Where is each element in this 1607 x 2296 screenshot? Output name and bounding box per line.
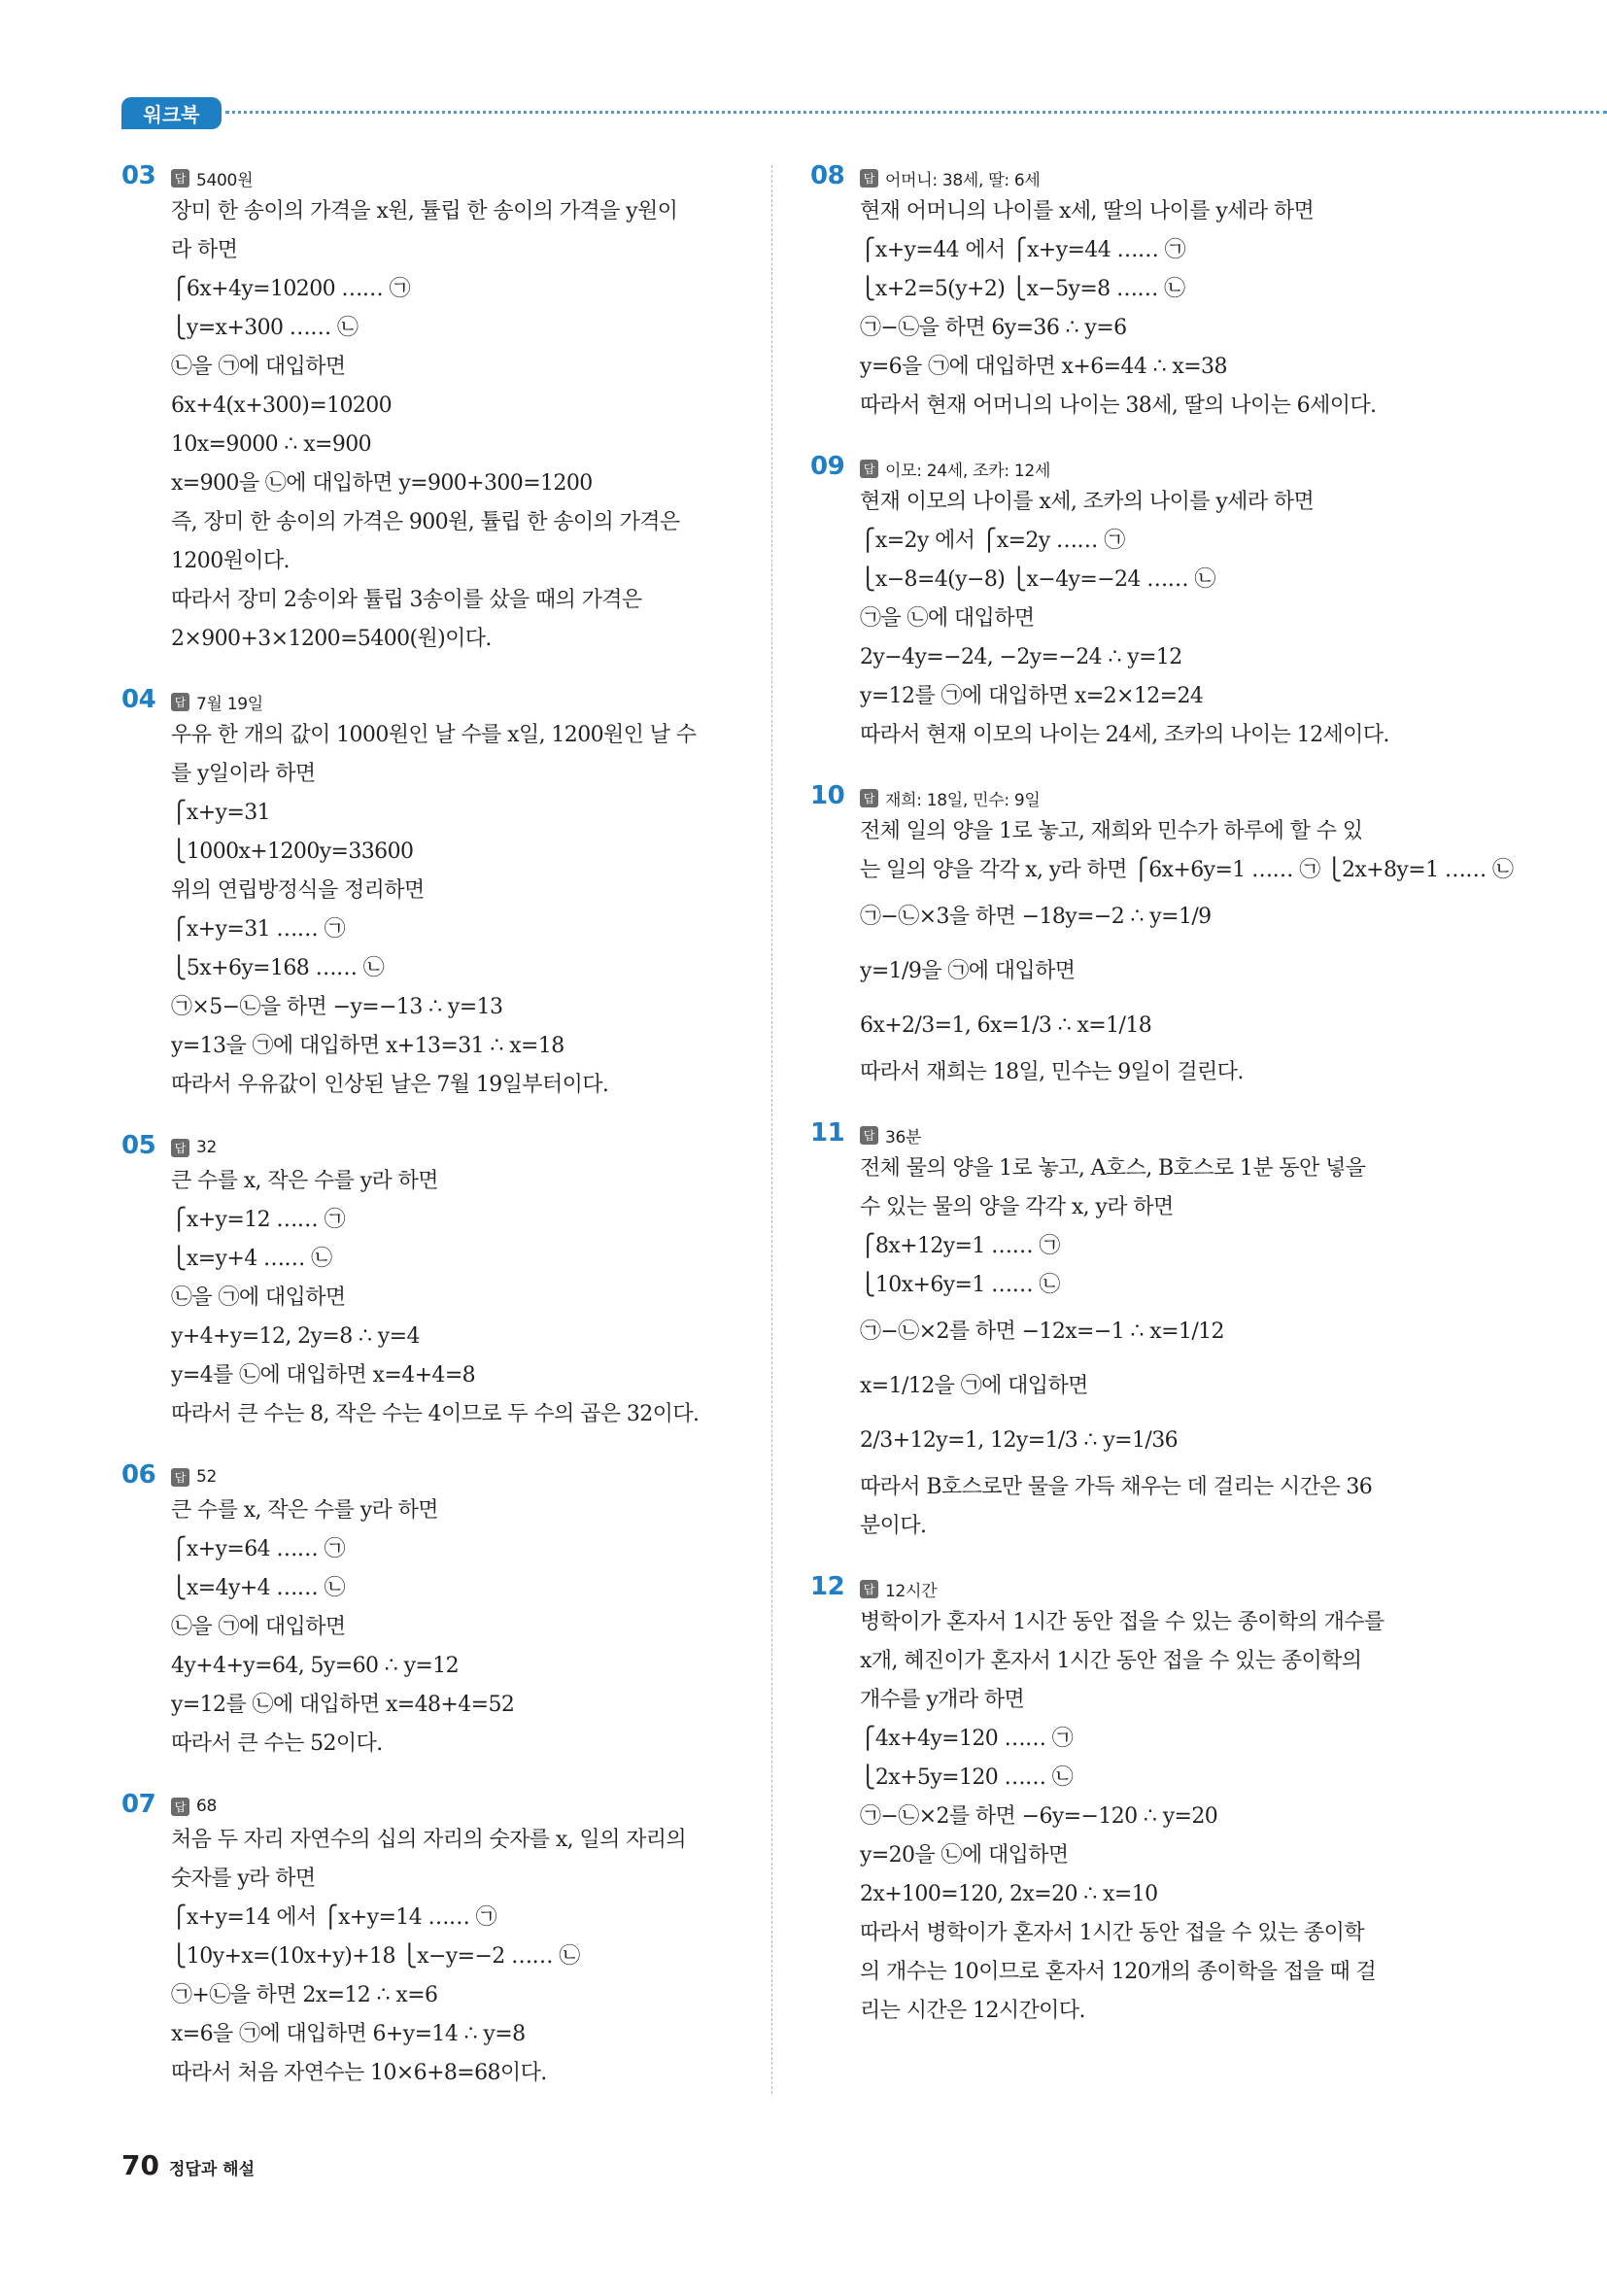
- answer-badge-icon: 답: [171, 1139, 189, 1157]
- solution-line: ㉠−㉡×2를 하면 −6y=−120 ∴ y=20: [860, 1804, 1218, 1829]
- solution-line: 위의 연립방정식을 정리하면: [171, 878, 425, 903]
- solution-line: 10x=9000 ∴ x=900: [171, 432, 372, 457]
- solution-line: x=1/12을 ㉠에 대입하면: [860, 1374, 1088, 1398]
- answer-line: [860, 783, 1432, 812]
- answer-line: [860, 163, 1432, 192]
- solution-line: ⎧4x+4y=120 …… ㉠: [860, 1727, 1074, 1751]
- answer-badge-icon: 답: [171, 1798, 189, 1816]
- problem-10: [810, 781, 1514, 1092]
- problem-number: 03: [121, 161, 156, 190]
- solution-line: 1200원이다.: [171, 549, 290, 573]
- answer-line: [860, 454, 1432, 483]
- solution-line: ⎩1000x+1200y=33600: [171, 840, 414, 864]
- solution-line: ⎧x+y=44 에서 ⎧x+y=44 …… ㉠: [860, 238, 1186, 262]
- solution-line: x개, 혜진이가 혼자서 1시간 동안 접을 수 있는 종이학의: [860, 1649, 1362, 1673]
- solution-line: ⎩x+2=5(y+2) ⎩x−5y=8 …… ㉡: [860, 277, 1185, 301]
- solution-line: ⎩10y+x=(10x+y)+18 ⎩x−y=−2 …… ㉡: [171, 1944, 580, 1969]
- footer-section-title: 정답과 해설: [168, 2160, 255, 2179]
- solution-line: ㉠+㉡을 하면 2x=12 ∴ x=6: [171, 1983, 438, 2007]
- problem-number: 10: [810, 781, 845, 810]
- solution-line: 라 하면: [171, 238, 238, 262]
- problem-number: 04: [121, 685, 156, 714]
- answer-text: 12시간: [885, 1581, 938, 1601]
- solution-line: 를 y일이라 하면: [171, 762, 316, 786]
- answer-text: 5400원: [196, 170, 254, 190]
- right-column: [810, 161, 1514, 2059]
- solution-line: ⎩x=4y+4 …… ㉡: [171, 1576, 345, 1600]
- solution-line: 현재 어머니의 나이를 x세, 딸의 나이를 y세라 하면: [860, 199, 1315, 223]
- problem-number: 09: [810, 452, 845, 481]
- solution-line: ⎧x+y=14 에서 ⎧x+y=14 …… ㉠: [171, 1905, 497, 1930]
- problem-12: [810, 1574, 1432, 2031]
- left-column: [121, 163, 738, 2121]
- solution-line: 처음 두 자리 자연수의 십의 자리의 숫자를 x, 일의 자리의: [171, 1828, 687, 1852]
- solution-line: y=12를 ㉠에 대입하면 x=2×12=24: [860, 684, 1204, 708]
- answer-text: 이모: 24세, 조카: 12세: [885, 461, 1051, 481]
- solution-line: 분이다.: [860, 1514, 927, 1538]
- solution-line: 리는 시간은 12시간이다.: [860, 1999, 1085, 2023]
- solution-line: ⎩x−8=4(y−8) ⎩x−4y=−24 …… ㉡: [860, 567, 1215, 592]
- answer-text: 32: [196, 1138, 218, 1157]
- solution-line: ㉠−㉡×2를 하면 −12x=−1 ∴ x=1/12: [860, 1319, 1224, 1344]
- solution-line: ⎧6x+4y=10200 …… ㉠: [171, 277, 410, 301]
- solution-line: ⎧x=2y 에서 ⎧x=2y …… ㉠: [860, 529, 1125, 553]
- answer-text: 36분: [885, 1127, 922, 1148]
- answer-badge-icon: 답: [860, 1580, 878, 1598]
- answer-badge-icon: 답: [171, 169, 189, 188]
- solution-line: ㉠을 ㉡에 대입하면: [860, 606, 1035, 631]
- answer-badge-icon: 답: [860, 789, 878, 807]
- header-dotted-rule: [225, 111, 1607, 114]
- problem-06: [121, 1462, 738, 1764]
- solution-line: ㉠−㉡을 하면 6y=36 ∴ y=6: [860, 316, 1127, 340]
- solution-line: 따라서 현재 어머니의 나이는 38세, 딸의 나이는 6세이다.: [860, 394, 1377, 418]
- answer-badge-icon: 답: [171, 693, 189, 711]
- answer-line: [171, 1462, 738, 1491]
- solution-line: ⎩10x+6y=1 …… ㉡: [860, 1273, 1060, 1297]
- answer-badge-icon: 답: [171, 1468, 189, 1487]
- solution-line: 4y+4+y=64, 5y=60 ∴ y=12: [171, 1654, 460, 1678]
- solution-line: 따라서 병학이가 혼자서 1시간 동안 접을 수 있는 종이학: [860, 1921, 1364, 1945]
- solution-line: ⎧x+y=31: [171, 801, 270, 825]
- footer: [121, 2149, 255, 2181]
- problem-03: [121, 163, 738, 659]
- solution-line: y+4+y=12, 2y=8 ∴ y=4: [171, 1324, 420, 1349]
- solution-line: y=12를 ㉡에 대입하면 x=48+4=52: [171, 1693, 515, 1717]
- solution-line: ㉠−㉡×3을 하면 −18y=−2 ∴ y=1/9: [860, 905, 1212, 929]
- problem-number: 11: [810, 1118, 845, 1148]
- solution-line: 2/3+12y=1, 12y=1/3 ∴ y=1/36: [860, 1428, 1178, 1453]
- answer-text: 재희: 18일, 민수: 9일: [885, 790, 1041, 810]
- solution-line: 전체 일의 양을 1로 놓고, 재희와 민수가 하루에 할 수 있: [860, 819, 1363, 843]
- answer-line: [171, 163, 738, 192]
- solution-line: ⎧8x+12y=1 …… ㉠: [860, 1234, 1060, 1258]
- problem-number: 12: [810, 1572, 845, 1601]
- solution-line: 의 개수는 10이므로 혼자서 120개의 종이학을 접을 때 걸: [860, 1960, 1377, 1984]
- problem-07: [121, 1792, 738, 2093]
- solution-line: y=20을 ㉡에 대입하면: [860, 1843, 1069, 1868]
- answer-badge-icon: 답: [860, 460, 878, 478]
- solution-line: 숫자를 y라 하면: [171, 1867, 316, 1891]
- workbook-tab: [121, 97, 222, 129]
- solution-line: 6x+4(x+300)=10200: [171, 394, 393, 418]
- page-number: 70: [121, 2149, 159, 2181]
- problem-number: 06: [121, 1460, 156, 1490]
- answer-line: [171, 1133, 738, 1162]
- solution-line: 따라서 B호스로만 물을 가득 채우는 데 걸리는 시간은 36: [860, 1475, 1373, 1499]
- solution-line: 따라서 재희는 18일, 민수는 9일이 걸린다.: [860, 1060, 1244, 1084]
- solution-line: ⎧x+y=12 …… ㉠: [171, 1208, 345, 1232]
- problem-05: [121, 1133, 738, 1434]
- problem-number: 07: [121, 1790, 156, 1819]
- solution-line: 즉, 장미 한 송이의 가격은 900원, 튤립 한 송이의 가격은: [171, 510, 680, 534]
- solution-line: x=6을 ㉠에 대입하면 6+y=14 ∴ y=8: [171, 2022, 526, 2046]
- workbook-tab-label: 워크북: [143, 103, 200, 126]
- solution-line: 큰 수를 x, 작은 수를 y라 하면: [171, 1169, 438, 1193]
- solution-line: 2×900+3×1200=5400(원)이다.: [171, 627, 492, 651]
- solution-line: 수 있는 물의 양을 각각 x, y라 하면: [860, 1195, 1174, 1219]
- solution-line: ⎧x+y=31 …… ㉠: [171, 917, 345, 942]
- solution-line: 6x+2/3=1, 6x=1/3 ∴ x=1/18: [860, 1013, 1152, 1038]
- solution-line: 따라서 현재 이모의 나이는 24세, 조카의 나이는 12세이다.: [860, 723, 1389, 747]
- problem-08: [810, 163, 1432, 426]
- solution-line: 따라서 장미 2송이와 튤립 3송이를 샀을 때의 가격은: [171, 588, 642, 612]
- solution-line: 따라서 처음 자연수는 10×6+8=68이다.: [171, 2061, 547, 2085]
- answer-badge-icon: 답: [860, 1126, 878, 1145]
- answer-text: 7월 19일: [196, 694, 263, 714]
- problem-09: [810, 454, 1432, 755]
- solution-line: y=6을 ㉠에 대입하면 x+6=44 ∴ x=38: [860, 355, 1227, 379]
- solution-line: 장미 한 송이의 가격을 x원, 튤립 한 송이의 가격을 y원이: [171, 199, 678, 223]
- solution-line: 병학이가 혼자서 1시간 동안 접을 수 있는 종이학의 개수를: [860, 1610, 1385, 1634]
- solution-line: ⎩y=x+300 …… ㉡: [171, 316, 359, 340]
- solution-line: 전체 물의 양을 1로 놓고, A호스, B호스로 1분 동안 넣을: [860, 1156, 1366, 1181]
- solution-line: y=4를 ㉡에 대입하면 x=4+4=8: [171, 1363, 476, 1388]
- problem-11: [810, 1120, 1432, 1546]
- solution-line: 따라서 큰 수는 52이다.: [171, 1731, 383, 1756]
- solution-line: ㉡을 ㉠에 대입하면: [171, 1285, 346, 1310]
- solution-line: 개수를 y개라 하면: [860, 1688, 1025, 1712]
- solution-line: ㉡을 ㉠에 대입하면: [171, 1615, 346, 1639]
- problem-number: 08: [810, 161, 845, 190]
- solution-line: ㉡을 ㉠에 대입하면: [171, 355, 346, 379]
- solution-line: 따라서 큰 수는 8, 작은 수는 4이므로 두 수의 곱은 32이다.: [171, 1402, 700, 1426]
- solution-line: ⎩x=y+4 …… ㉡: [171, 1247, 332, 1271]
- solution-line: y=1/9을 ㉠에 대입하면: [860, 959, 1076, 983]
- column-divider: [771, 165, 772, 2094]
- problem-number: 05: [121, 1131, 156, 1160]
- answer-line: [860, 1574, 1432, 1603]
- solution-line: y=13을 ㉠에 대입하면 x+13=31 ∴ x=18: [171, 1034, 564, 1058]
- solution-line: 2y−4y=−24, −2y=−24 ∴ y=12: [860, 645, 1182, 669]
- solution-line: 2x+100=120, 2x=20 ∴ x=10: [860, 1882, 1158, 1906]
- answer-text: 어머니: 38세, 딸: 6세: [885, 170, 1041, 190]
- solution-line: 우유 한 개의 값이 1000원인 날 수를 x일, 1200원인 날 수: [171, 723, 697, 747]
- solution-line: ⎧x+y=64 …… ㉠: [171, 1537, 345, 1561]
- answer-text: 68: [196, 1797, 218, 1816]
- solution-line: ㉠×5−㉡을 하면 −y=−13 ∴ y=13: [171, 995, 503, 1019]
- answer-badge-icon: 답: [860, 169, 878, 188]
- solution-line: ⎩5x+6y=168 …… ㉡: [171, 956, 385, 980]
- solution-line: x=900을 ㉡에 대입하면 y=900+300=1200: [171, 471, 593, 496]
- problem-04: [121, 687, 738, 1105]
- answer-line: [171, 1792, 738, 1821]
- solution-line: 따라서 우유값이 인상된 날은 7월 19일부터이다.: [171, 1073, 609, 1097]
- solution-line: ⎩2x+5y=120 …… ㉡: [860, 1765, 1074, 1790]
- solution-line: 큰 수를 x, 작은 수를 y라 하면: [171, 1498, 438, 1523]
- answer-line: [171, 687, 738, 716]
- solution-line: 는 일의 양을 각각 x, y라 하면 ⎧6x+6y=1 …… ㉠ ⎩2x+8y=1 …… ㉡: [860, 858, 1514, 882]
- answer-text: 52: [196, 1467, 218, 1487]
- answer-line: [860, 1120, 1432, 1149]
- solution-line: 현재 이모의 나이를 x세, 조카의 나이를 y세라 하면: [860, 490, 1315, 514]
